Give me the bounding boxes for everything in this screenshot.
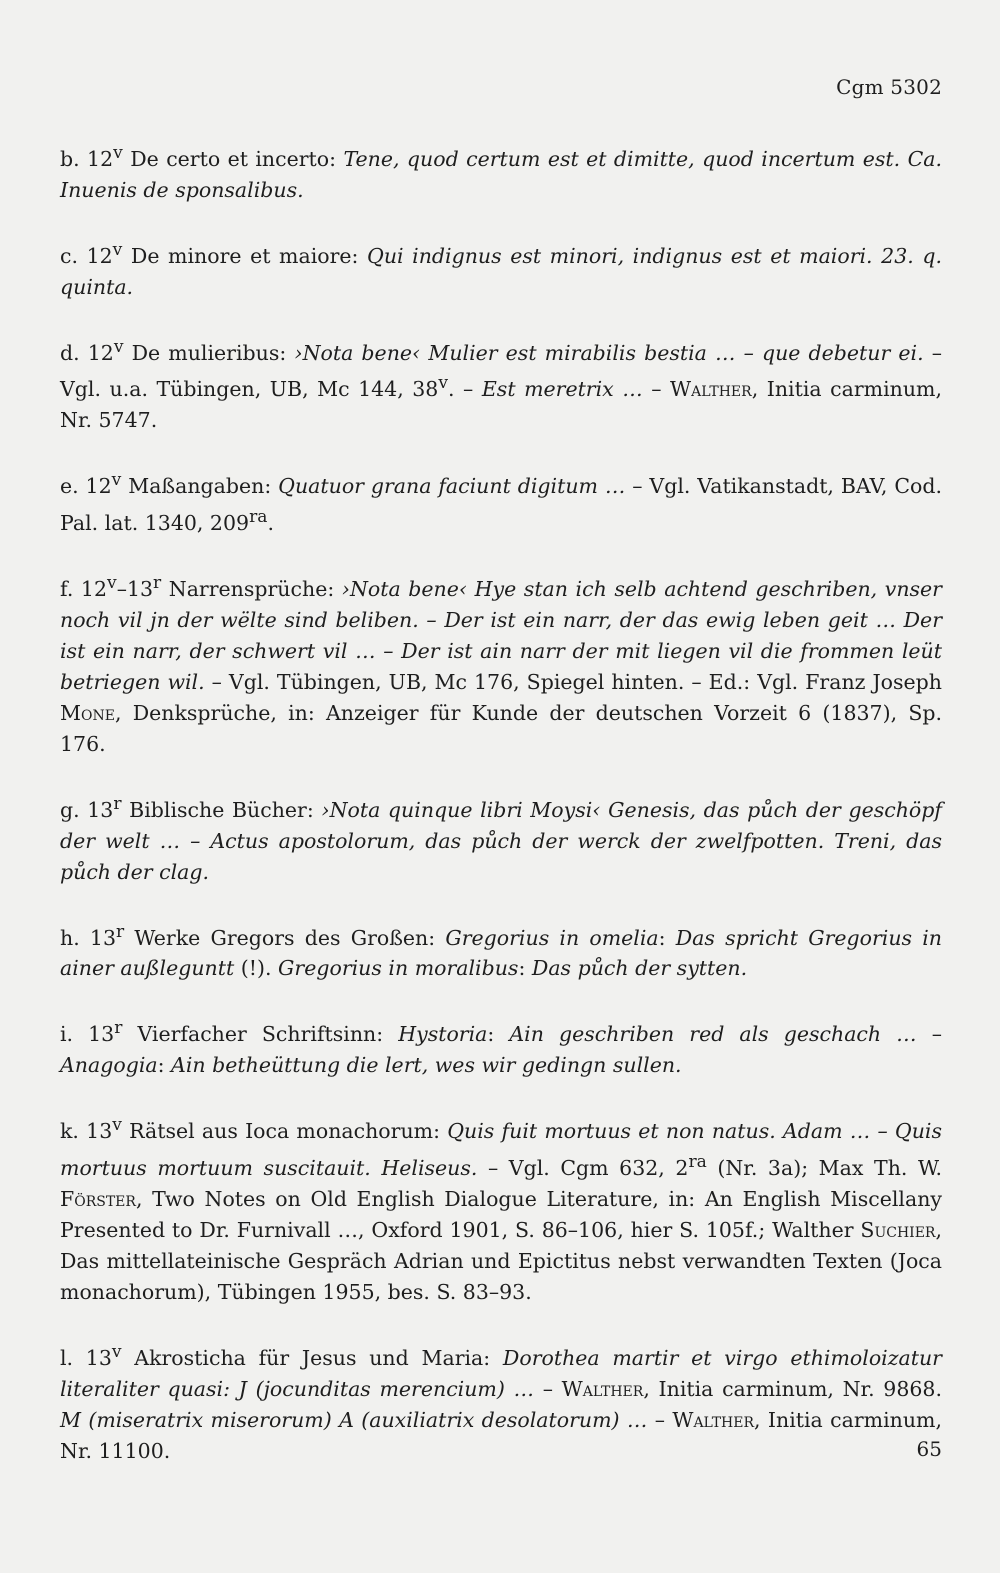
running-header: Cgm 5302 xyxy=(836,75,942,99)
entry-g: g. 13$^r$ Biblische Bücher: ›Nota quinque libri Moysi‹ Genesis, das půch der geschöpf der welt … – Actus apostolorum, das půch der werck der zwelfpotten. Treni, das půch der clag. xyxy=(60,793,942,884)
entry-d: d. 12$^v$ De mulieribus: ›Nota bene‹ Mulier est mirabilis bestia … – que debetur ei. – Vgl. u.a. Tübingen, UB, Mc 144, 38$^v$. – Est meretrix … – Walther, Initia carminum, Nr. 5747. xyxy=(60,336,942,433)
entry-k: k. 13$^v$ Rätsel aus Ioca monachorum: Quis fuit mortuus et non natus. Adam … – Quis mortuus mortuum suscitauit. Heliseus. – Vgl. Cgm 632, $2^{ra}$ (Nr. 3a); Max Th. W. Förster, Two Notes on Old English Dialogue Literature, in: An English Miscellany Presented to Dr. Furnivall …, Oxford 1901, S. 86–106, hier S. 105f.; Walther Suchier, Das mittellateinische Gespräch Adrian und Epictitus nebst verwandten Texten (Joca monachorum), Tübingen 1955, bes. S. 83–93. xyxy=(60,1115,942,1304)
entry-i: i. 13$^r$ Vierfacher Schriftsinn: Hystoria: Ain geschriben red als geschach … – Anagogia: Ain betheüttung die lert, wes wir gedingn sullen. xyxy=(60,1018,942,1078)
entry-e: e. 12$^v$ Maßangaben: Quatuor grana faciunt digitum … – Vgl. Vatikanstadt, BAV, Cod. Pal. lat. 1340, $209^{ra}$. xyxy=(60,470,942,535)
entry-c: c. 12$^v$ De minore et maiore: Qui indignus est minori, indignus est et maiori. 23. q. quinta. xyxy=(60,239,942,299)
entry-l: l. 13$^v$ Akrosticha für Jesus und Maria: Dorothea martir et virgo ethimoloizatur literaliter quasi: J (jocunditas merencium) … – Walther, Initia carminum, Nr. 9868. M (miseratrix miserorum) A (auxiliatrix desolatorum) … – Walther, Initia carminum, Nr. 11100. xyxy=(60,1341,942,1463)
entry-b: b. 12$^v$ De certo et incerto: Tene, quod certum est et dimitte, quod incertum est. Ca. Inuenis de sponsalibus. xyxy=(60,143,942,202)
entry-h: h. 13$^r$ Werke Gregors des Großen: Gregorius in omelia: Das spricht Gregorius in ainer außleguntt (!). Gregorius in moralibus: Das půch der sytten. xyxy=(60,921,942,981)
entry-f: f. 12$^v$–13$^r$ Narrensprüche: ›Nota bene‹ Hye stan ich selb achtend geschriben, vnser noch vil jn der wëlte sind beliben. – Der ist ein narr, der das ewig leben geit … Der ist ein narr, der schwert vil … – Der ist ain narr der mit liegen vil die frommen leüt betriegen wil. – Vgl. Tübingen, UB, Mc 176, Spiegel hinten. – Ed.: Vgl. Franz Joseph Mone, Denksprüche, in: Anzeiger für Kunde der deutschen Vorzeit 6 (1837), Sp. 176. xyxy=(60,572,943,756)
page-number: 65 xyxy=(916,1437,942,1461)
entry-list xyxy=(60,138,942,1496)
